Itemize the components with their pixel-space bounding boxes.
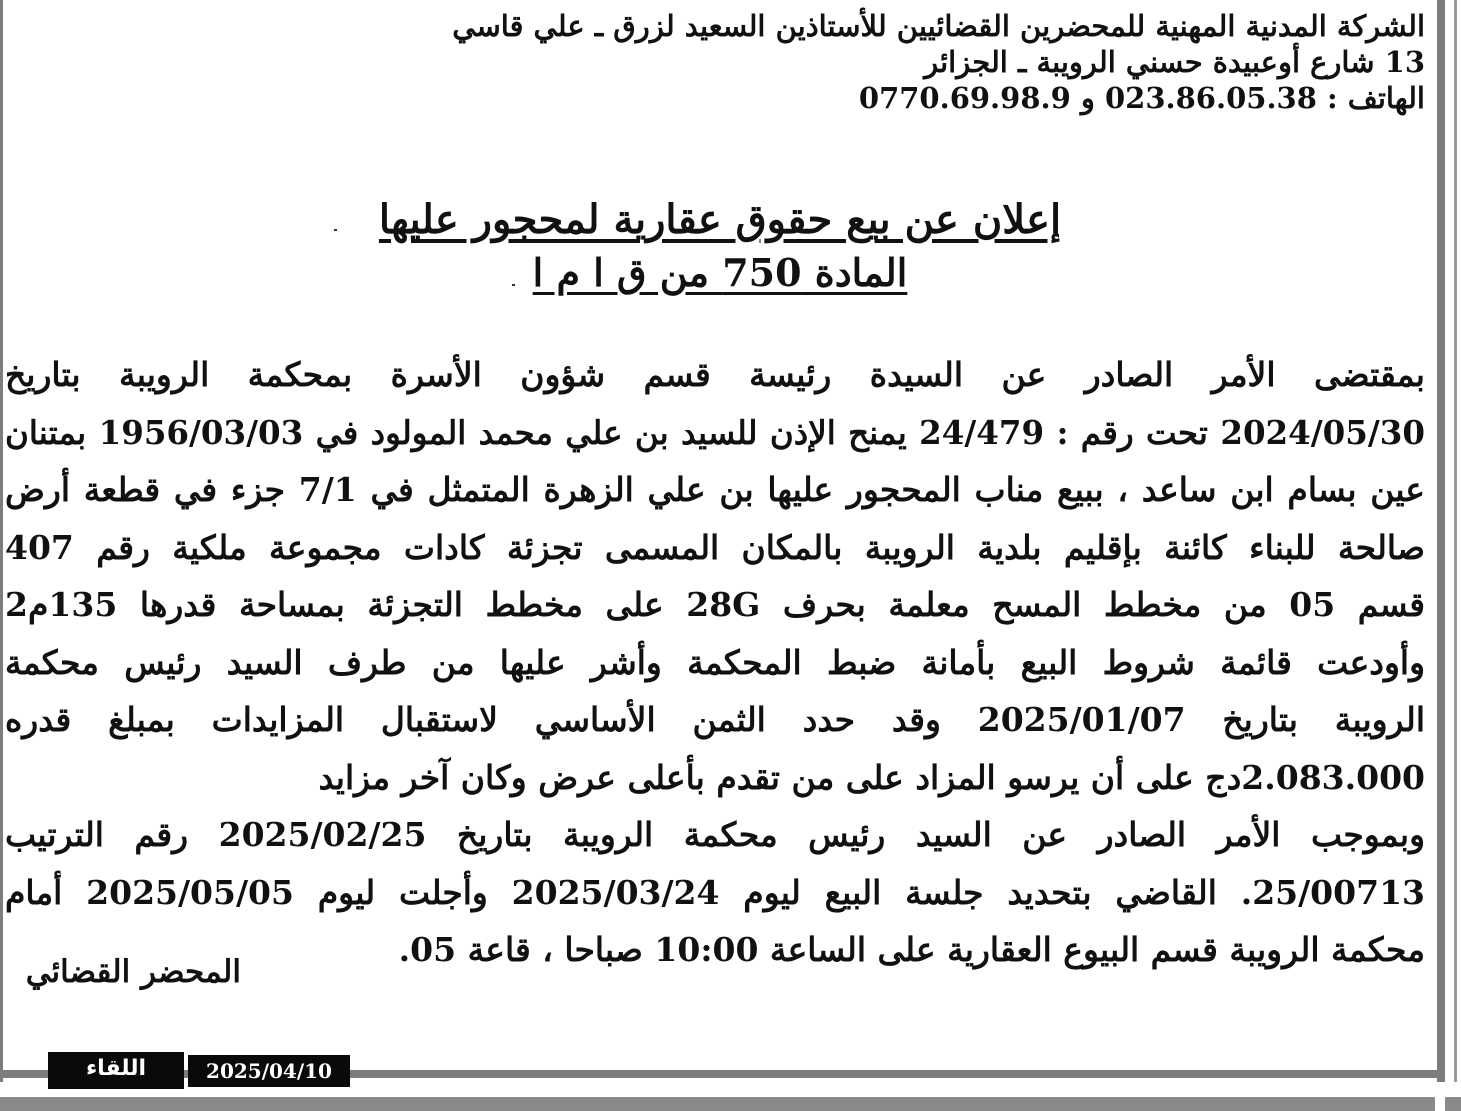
legal-article-text: المادة 750 من ق ا م ا — [532, 250, 908, 295]
bailiff-signature: المحضر القضائي — [25, 954, 241, 990]
body-line: 25/00713. القاضي بتحديد جلسة البيع ليوم 2025/03/24 وأجلت ليوم 2025/05/05 أمام — [5, 872, 1425, 912]
print-speck — [334, 229, 337, 231]
frame-bottom-outer-border — [0, 1097, 1461, 1111]
frame-left-border — [0, 0, 3, 1082]
body-line: قسم 05 من مخطط المسح معلمة بحرف 28G على مخطط التجزئة بمساحة قدرها 135م2 — [5, 585, 1425, 624]
print-speck — [512, 284, 515, 286]
frame-right-outer-border — [1454, 0, 1457, 1082]
office-phone: الهاتف : 023.86.05.38 و 0770.69.98.9 — [858, 81, 1425, 115]
office-name: الشركة المدنية المهنية للمحضرين القضائيين للأستاذين السعيد لزرق ـ علي قاسي — [452, 9, 1425, 43]
body-line: بمقتضى الأمر الصادر عن السيدة رئيسة قسم شؤون الأسرة بمحكمة الرويبة بتاريخ — [5, 355, 1425, 394]
body-line: الرويبة بتاريخ 2025/01/07 وقد حدد الثمن الأساسي لاستقبال المزايدات بمبلغ قدره — [5, 700, 1425, 739]
body-line: عين بسام ابن ساعد ، ببيع مناب المحجور عليها بن علي الزهرة المتمثل في 7/1 جزء في قطعة أرض — [5, 470, 1425, 509]
body-line: وأودعت قائمة شروط البيع بأمانة ضبط المحكمة وأشر عليها من طرف السيد رئيس محكمة — [5, 642, 1425, 682]
body-line: 2024/05/30 تحت رقم : 24/479 يمنح الإذن للسيد بن علي محمد المولود في 1956/03/03 بمتنان — [5, 412, 1425, 452]
office-address: 13 شارع أوعبيدة حسني الرويبة ـ الجزائر — [924, 45, 1425, 79]
notice-subtitle — [0, 248, 1440, 298]
bailiff-office-header — [325, 8, 1425, 116]
newspaper-name-badge: اللقاء — [48, 1052, 184, 1089]
frame-right-border — [1437, 0, 1445, 1082]
publication-date-badge: 2025/04/10 — [188, 1055, 350, 1087]
notice-title — [0, 194, 1440, 246]
body-line: وبموجب الأمر الصادر عن السيد رئيس محكمة الرويبة بتاريخ 2025/02/25 رقم الترتيب — [5, 815, 1425, 854]
body-line: 2.083.000دج على أن يرسو المزاد على من تقدم بأعلى عرض وكان آخر مزايد — [318, 757, 1425, 797]
notice-title-text: إعلان عن بيع حقوق عقارية لمحجور عليها — [378, 196, 1062, 243]
notice-body — [5, 346, 1425, 979]
body-line: محكمة الرويبة قسم البيوع العقارية على الساعة 10:00 صباحا ، قاعة 05. — [398, 930, 1425, 969]
body-line: صالحة للبناء كائنة بإقليم بلدية الرويبة بالمكان المسمى تجزئة كادات مجموعة ملكية رقم 407 — [5, 527, 1425, 567]
